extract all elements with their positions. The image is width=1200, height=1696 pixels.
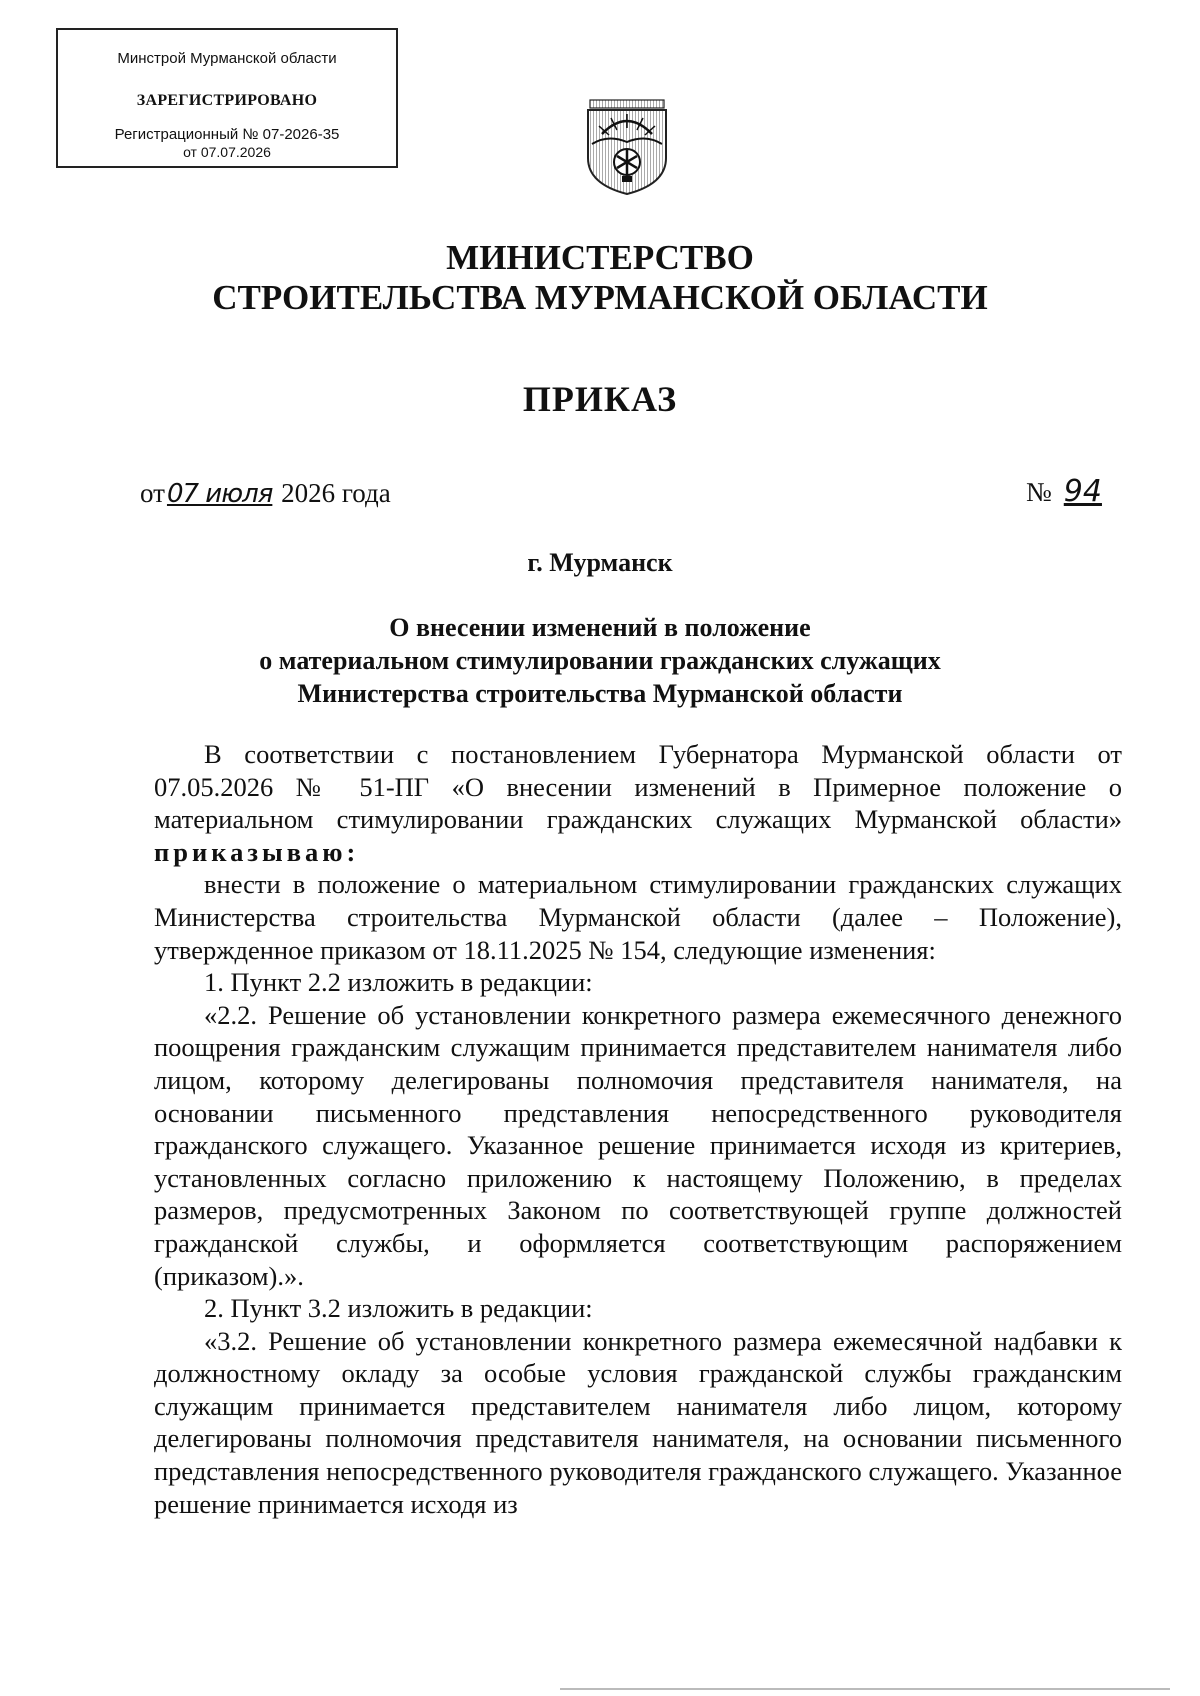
subject-line3: Министерства строительства Мурманской области <box>297 679 903 708</box>
document-type: ПРИКАЗ <box>522 379 678 419</box>
intro-text: В соответствии с постановлением Губернатора Мурманской области от 07.05.2026 № 51-ПГ «О внесении изменений в Примерное положение о материальном стимулировании гражданских служащих Мурманской области» <box>154 739 1122 835</box>
stamp-registered: ЗАРЕГИСТРИРОВАНО <box>136 92 318 109</box>
subject-line1: О внесении изменений в положение <box>389 613 811 642</box>
stamp-reg-number: Регистрационный № 07-2026-35 <box>114 126 340 143</box>
body-item-1: 1. Пункт 2.2 изложить в редакции: <box>204 967 593 998</box>
orders-word: приказываю: <box>154 836 360 867</box>
date-line <box>140 478 391 509</box>
handwritten-date: 07 июля <box>166 479 273 509</box>
body-quote-3-2: «3.2. Решение об установлении конкретного размера ежемесячной надбавки к должностному окладу за особые условия гражданской службы гражданским служащим принимается представителем нанимателя либо лицом, которому делегированы полномочия представителя нанимателя, на основании письменного представления непосредственного руководителя гражданского служащего. Указанное решение принимается исходя из <box>154 1325 1122 1519</box>
city: г. Мурманск <box>527 548 673 577</box>
body-item-2: 2. Пункт 3.2 изложить в редакции: <box>204 1293 593 1324</box>
registration-stamp <box>56 28 398 168</box>
number-line <box>1026 474 1102 509</box>
ministry-title-line1: МИНИСТЕРСТВО <box>446 238 754 277</box>
body-paragraph-intro <box>154 738 1122 868</box>
date-suffix: 2026 года <box>281 478 391 508</box>
subject-line2: о материальном стимулировании гражданских служащих <box>259 646 941 675</box>
ministry-title-line2: СТРОИТЕЛЬСТВА МУРМАНСКОЙ ОБЛАСТИ <box>212 278 988 317</box>
coat-of-arms-icon <box>584 98 670 196</box>
stamp-ministry: Минстрой Мурманской области <box>117 50 337 67</box>
page-edge-divider <box>560 1688 1170 1690</box>
stamp-reg-date: от 07.07.2026 <box>183 144 271 160</box>
handwritten-number: 94 <box>1063 474 1102 509</box>
ministry-title <box>0 238 1200 318</box>
order-body <box>154 738 1122 1520</box>
order-subject <box>0 611 1200 710</box>
number-prefix: № <box>1026 477 1052 507</box>
body-quote-2-2: «2.2. Решение об установлении конкретного размера ежемесячного денежного поощрения гражданским служащим принимается представителем нанимателя либо лицом, которому делегированы полномочия представителя нанимателя, на основании письменного представления непосредственного руководителя гражданского служащего. Указанное решение принимается исходя из критериев, установленных согласно приложению к настоящему Положению, в пределах размеров, предусмотренных Законом по соответствующей группе должностей гражданской службы, и оформляется соответствующим распоряжением (приказом).». <box>154 999 1122 1291</box>
body-paragraph: внести в положение о материальном стимулировании гражданских служащих Министерства строительства Мурманской области (далее – Положение), утвержденное приказом от 18.11.2025 № 154, следующие изменения: <box>154 869 1122 965</box>
date-prefix: от <box>140 478 165 508</box>
